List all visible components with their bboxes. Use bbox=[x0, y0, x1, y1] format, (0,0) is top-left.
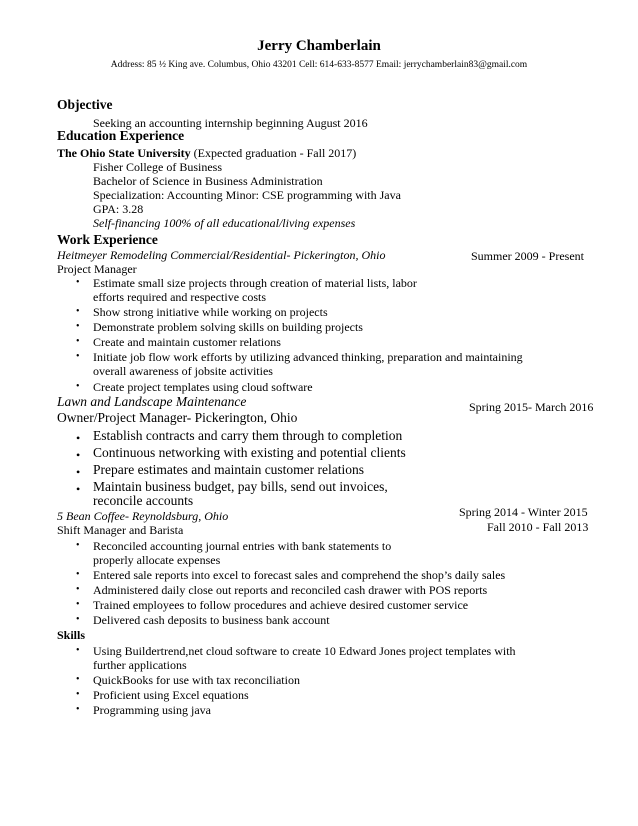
applicant-name: Jerry Chamberlain bbox=[257, 38, 381, 54]
contact-line: Address: 85 ½ King ave. Columbus, Ohio 43201 Cell: 614-633-8577 Email: jerrychamberlain83@gmail.com bbox=[110, 60, 528, 70]
education-note: Self-financing 100% of all educational/living expenses bbox=[93, 216, 356, 230]
bullet-icon: • bbox=[76, 599, 80, 610]
bullet-icon: • bbox=[76, 674, 80, 685]
job-company: Heitmeyer Remodeling Commercial/Residential- Pickerington, Ohio bbox=[57, 248, 386, 262]
bullet-icon: • bbox=[76, 351, 80, 362]
skill-bullet: Using Buildertrend,net cloud software to create 10 Edward Jones project templates with bbox=[93, 644, 516, 658]
education-line: Specialization: Accounting Minor: CSE programming with Java bbox=[93, 188, 401, 202]
bullet-icon: • bbox=[76, 540, 80, 551]
job-role: Owner/Project Manager- Pickerington, Ohio bbox=[57, 410, 298, 425]
job-bullet: Estimate small size projects through creation of material lists, labor bbox=[93, 276, 417, 290]
job-bullet-cont: reconcile accounts bbox=[93, 493, 194, 508]
bullet-icon: • bbox=[76, 336, 80, 347]
job-bullet-cont: overall awareness of jobsite activities bbox=[93, 364, 273, 378]
bullet-icon: • bbox=[76, 645, 80, 656]
bullet-icon: • bbox=[76, 584, 80, 595]
bullet-icon: • bbox=[76, 321, 80, 332]
bullet-icon: • bbox=[76, 448, 81, 462]
objective-text: Seeking an accounting internship beginning August 2016 bbox=[93, 116, 368, 130]
job-date: Spring 2015- March 2016 bbox=[469, 400, 594, 414]
skill-bullet: Proficient using Excel equations bbox=[93, 688, 249, 702]
job-bullet: Establish contracts and carry them through to completion bbox=[93, 428, 403, 443]
job-company: 5 Bean Coffee- Reynoldsburg, Ohio bbox=[57, 509, 229, 523]
expected-graduation: (Expected graduation - Fall 2017) bbox=[193, 146, 357, 160]
job-company: Lawn and Landscape Maintenance bbox=[57, 394, 247, 409]
education-line: GPA: 3.28 bbox=[93, 202, 144, 216]
work-heading: Work Experience bbox=[57, 232, 158, 247]
education-line: Fisher College of Business bbox=[93, 160, 222, 174]
job-bullet: Show strong initiative while working on projects bbox=[93, 305, 328, 319]
job-role: Shift Manager and Barista bbox=[57, 523, 184, 537]
job-bullet-cont: efforts required and respective costs bbox=[93, 290, 267, 304]
job-bullet: Maintain business budget, pay bills, send out invoices, bbox=[93, 479, 388, 494]
job-bullet: Delivered cash deposits to business bank account bbox=[93, 613, 330, 627]
school-name: The Ohio State University bbox=[57, 146, 191, 160]
bullet-icon: • bbox=[76, 614, 80, 625]
bullet-icon: • bbox=[76, 482, 81, 496]
bullet-icon: • bbox=[76, 277, 80, 288]
job-bullet: Entered sale reports into excel to forecast sales and comprehend the shop’s daily sales bbox=[93, 568, 506, 582]
skill-bullet: Programming using java bbox=[93, 703, 211, 717]
bullet-icon: • bbox=[76, 431, 81, 445]
skill-bullet: QuickBooks for use with tax reconciliation bbox=[93, 673, 300, 687]
job-date: Spring 2014 - Winter 2015 bbox=[459, 505, 588, 519]
job-bullet: Reconciled accounting journal entries with bank statements to bbox=[93, 539, 392, 553]
job-bullet: Create project templates using cloud software bbox=[93, 380, 313, 394]
bullet-icon: • bbox=[76, 306, 80, 317]
education-line: Bachelor of Science in Business Administration bbox=[93, 174, 323, 188]
education-heading: Education Experience bbox=[57, 128, 185, 143]
job-date: Summer 2009 - Present bbox=[471, 249, 584, 263]
school-line bbox=[57, 146, 356, 160]
job-role: Project Manager bbox=[57, 262, 137, 276]
objective-heading: Objective bbox=[57, 97, 113, 112]
job-bullet: Administered daily close out reports and reconciled cash drawer with POS reports bbox=[93, 583, 488, 597]
job-bullet: Trained employees to follow procedures and achieve desired customer service bbox=[93, 598, 469, 612]
job-bullet: Initiate job flow work efforts by utilizing advanced thinking, preparation and maintaining bbox=[93, 350, 523, 364]
bullet-icon: • bbox=[76, 465, 81, 479]
skills-heading: Skills bbox=[57, 628, 86, 642]
job-date-secondary: Fall 2010 - Fall 2013 bbox=[487, 520, 589, 534]
job-bullet-cont: properly allocate expenses bbox=[93, 553, 221, 567]
bullet-icon: • bbox=[76, 704, 80, 715]
bullet-icon: • bbox=[76, 689, 80, 700]
skill-bullet-cont: further applications bbox=[93, 658, 187, 672]
bullet-icon: • bbox=[76, 569, 80, 580]
bullet-icon: • bbox=[76, 381, 80, 392]
job-bullet: Demonstrate problem solving skills on building projects bbox=[93, 320, 363, 334]
job-bullet: Continuous networking with existing and potential clients bbox=[93, 445, 406, 460]
job-bullet: Prepare estimates and maintain customer relations bbox=[93, 462, 365, 477]
job-bullet: Create and maintain customer relations bbox=[93, 335, 281, 349]
